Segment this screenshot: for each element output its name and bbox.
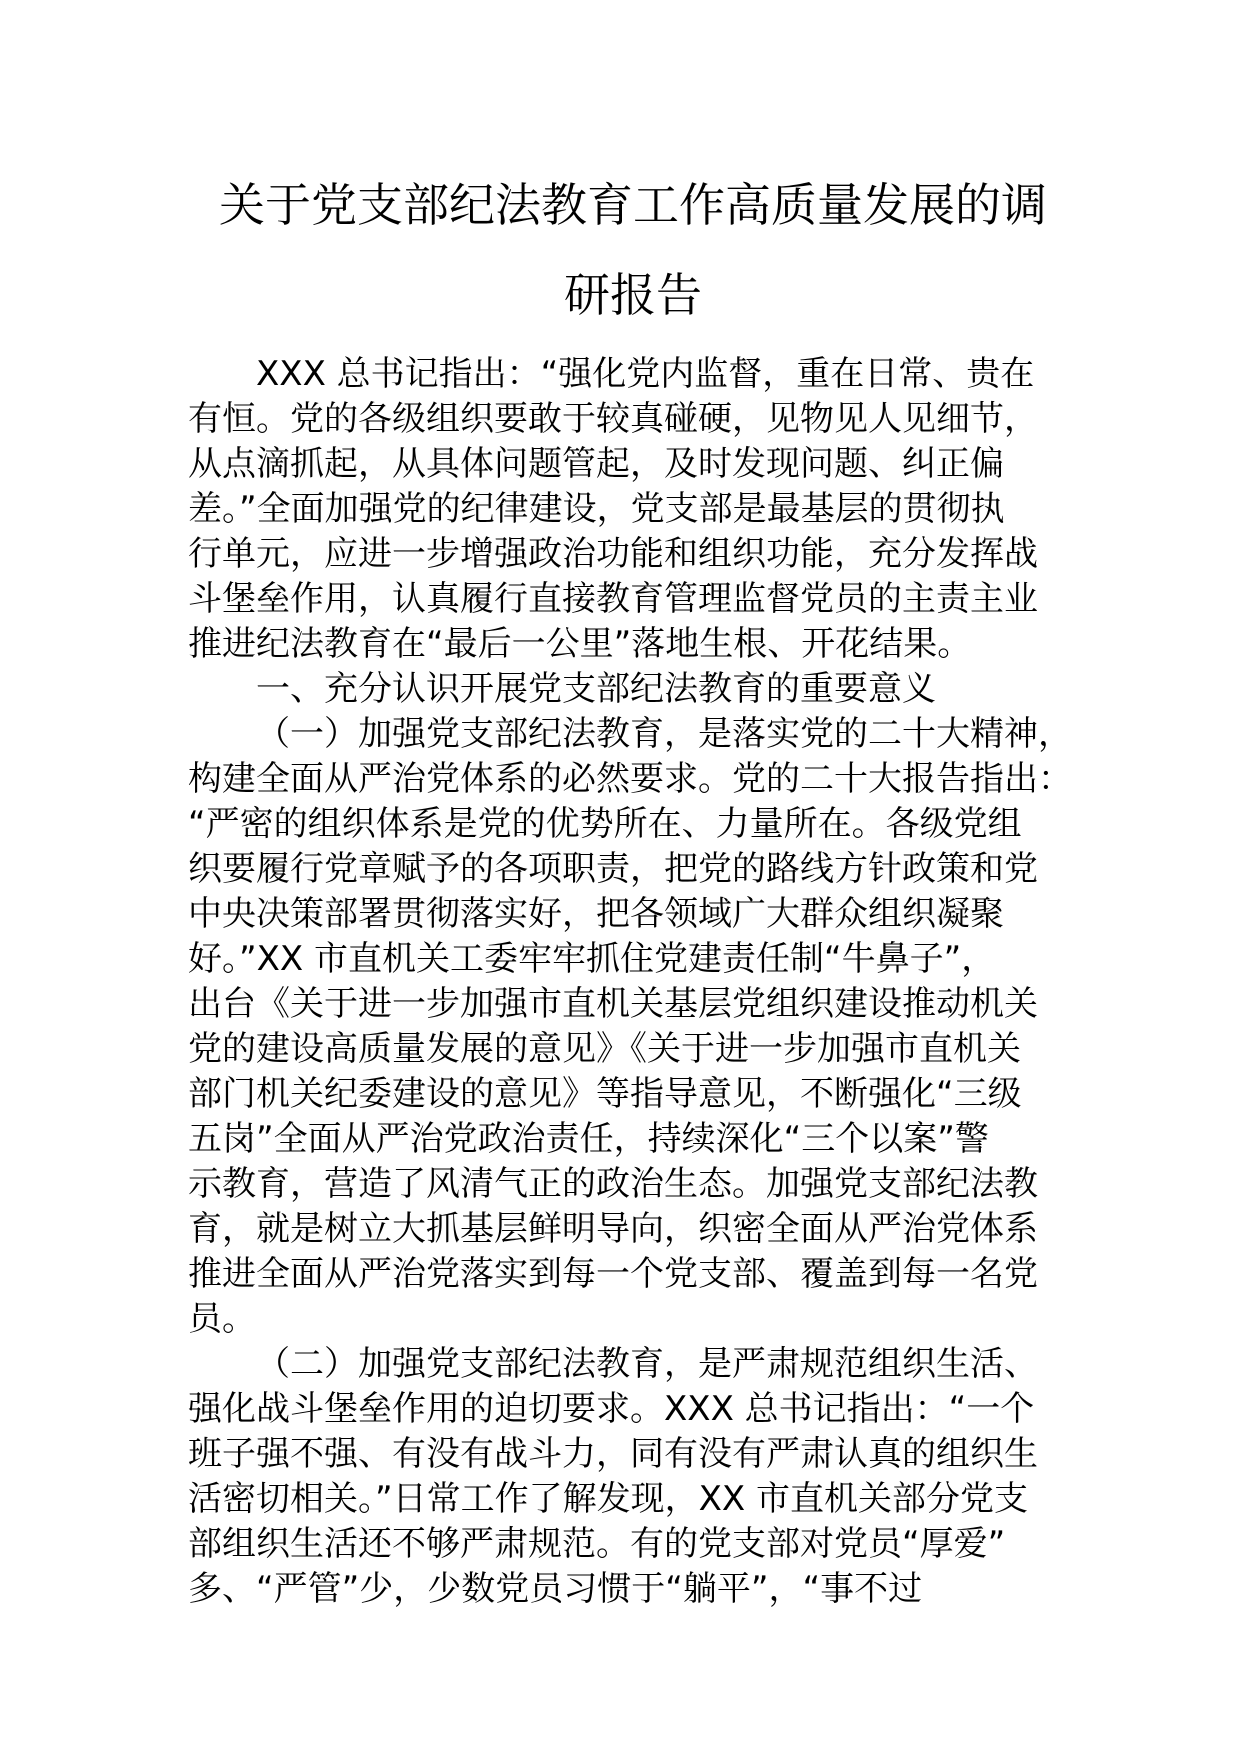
text-line: 示教育，营造了风清气正的政治生态。加强党支部纪法教 [188, 1164, 1038, 1204]
text-line: 织要履行党章赋予的各项职责，把党的路线方针政策和党 [188, 849, 1038, 889]
text-line: 部组织生活还不够严肃规范。有的党支部对党员“厚爱” [188, 1524, 1006, 1564]
document-page [188, 160, 1078, 1612]
document-body [188, 352, 1078, 1612]
text-line: （一）加强党支部纪法教育，是落实党的二十大精神， [256, 714, 1072, 754]
text-line: “严密的组织体系是党的优势所在、力量所在。各级党组 [188, 804, 1022, 844]
intro-paragraph [188, 352, 1078, 667]
text-line: 育，就是树立大抓基层鲜明导向，织密全面从严治党体系 [188, 1209, 1038, 1249]
text-line: 有恒。党的各级组织要敢于较真碰硬，见物见人见细节， [188, 399, 1038, 439]
text-line: 班子强不强、有没有战斗力，同有没有严肃认真的组织生 [188, 1434, 1038, 1474]
section-heading [188, 667, 1078, 712]
text-line: 一、充分认识开展党支部纪法教育的重要意义 [256, 669, 936, 709]
text-line: 中央决策部署贯彻落实好，把各领域广大群众组织凝聚 [188, 894, 1004, 934]
subsection-paragraph-1 [188, 712, 1078, 1342]
subsection-paragraph-2 [188, 1342, 1078, 1612]
text-line: 从点滴抓起，从具体问题管起，及时发现问题、纠正偏 [188, 444, 1004, 484]
text-line: 构建全面从严治党体系的必然要求。党的二十大报告指出： [188, 759, 1072, 799]
text-line: 斗堡垒作用，认真履行直接教育管理监督党员的主责主业 [188, 579, 1038, 619]
text-line: （二）加强党支部纪法教育，是严肃规范组织生活、 [256, 1344, 1038, 1384]
text-line: 员。 [188, 1299, 256, 1339]
text-line: 五岗”全面从严治党政治责任，持续深化“三个以案”警 [188, 1119, 989, 1159]
document-title [188, 160, 1078, 340]
text-line: 多、“严管”少，少数党员习惯于“躺平”，“事不过 [188, 1569, 923, 1609]
title-line: 关于党支部纪法教育工作高质量发展的调 [219, 178, 1047, 232]
text-line: XXX 总书记指出：“强化党内监督，重在日常、贵在 [256, 354, 1035, 394]
text-line: 出台《关于进一步加强市直机关基层党组织建设推动机关 [188, 984, 1038, 1024]
text-line: 部门机关纪委建设的意见》等指导意见，不断强化“三级 [188, 1074, 1022, 1114]
title-line: 研报告 [564, 268, 702, 322]
text-line: 党的建设高质量发展的意见》《关于进一步加强市直机关 [188, 1029, 1021, 1069]
text-line: 活密切相关。”日常工作了解发现，XX 市直机关部分党支 [188, 1479, 1029, 1519]
text-line: 行单元，应进一步增强政治功能和组织功能，充分发挥战 [188, 534, 1038, 574]
text-line: 推进全面从严治党落实到每一个党支部、覆盖到每一名党 [188, 1254, 1038, 1294]
text-line: 好。”XX 市直机关工委牢牢抓住党建责任制“牛鼻子”， [188, 939, 996, 979]
text-line: 差。”全面加强党的纪律建设，党支部是最基层的贯彻执 [188, 489, 1005, 529]
text-line: 强化战斗堡垒作用的迫切要求。XXX 总书记指出：“一个 [188, 1389, 1035, 1429]
text-line: 推进纪法教育在“最后一公里”落地生根、开花结果。 [188, 624, 972, 664]
